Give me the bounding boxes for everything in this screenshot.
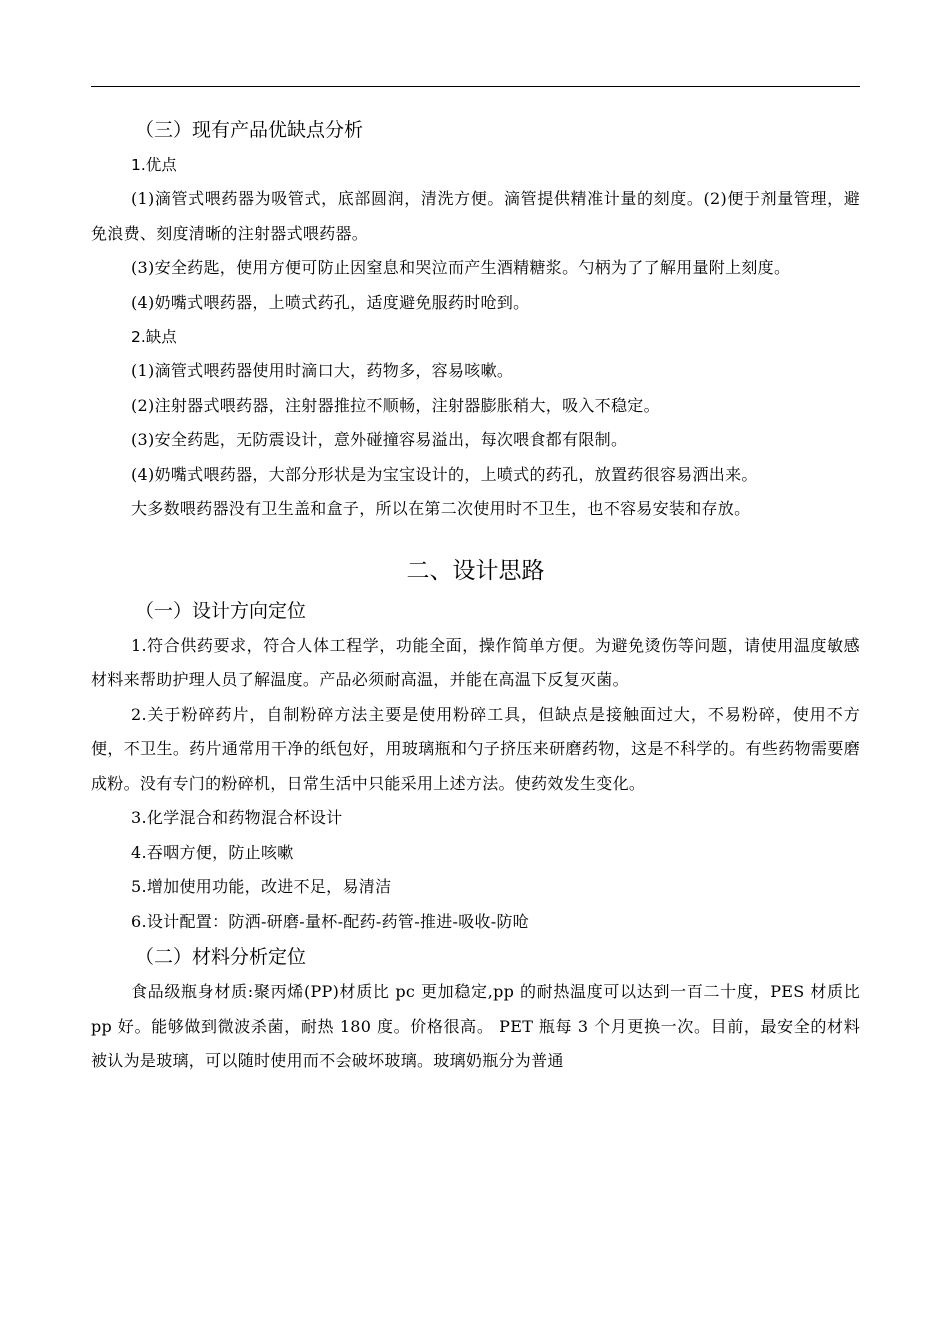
material-paragraph: 食品级瓶身材质:聚丙烯(PP)材质比 pc 更加稳定,pp 的耐热温度可以达到一百二十度，PES 材质比 pp 好。能够做到微波杀菌，耐热 180 度。价格很高。 PET 瓶每 3 个月更换一次。目前，最安全的材料被认为是玻璃，可以随时使用而不会破坏玻璃。玻璃奶瓶分为普通 bbox=[91, 982, 860, 1070]
design-item: 5.增加使用功能，改进不足，易清洁 bbox=[131, 877, 392, 896]
summary-paragraph: 大多数喂药器没有卫生盖和盒子，所以在第二次使用时不卫生，也不容易安装和存放。 bbox=[131, 499, 751, 518]
section-heading-pros-cons: （三）现有产品优缺点分析 bbox=[135, 119, 364, 141]
design-item: 4.吞咽方便，防止咳嗽 bbox=[131, 842, 294, 862]
header-rule bbox=[91, 86, 860, 87]
document-body bbox=[91, 112, 860, 1079]
section-heading-design-direction: （一）设计方向定位 bbox=[135, 599, 307, 622]
disadvantage-paragraph: (3)安全药匙，无防震设计，意外碰撞容易溢出，每次喂食都有限制。 bbox=[131, 430, 628, 449]
disadvantage-paragraph: (2)注射器式喂药器，注射器推拉不顺畅，注射器膨胀稍大，吸入不稳定。 bbox=[131, 395, 660, 415]
section-heading-material: （二）材料分析定位 bbox=[135, 946, 307, 968]
advantage-paragraph: (4)奶嘴式喂药器，上喷式药孔，适度避免服药时呛到。 bbox=[131, 292, 530, 312]
disadvantage-paragraph: (4)奶嘴式喂药器，大部分形状是为宝宝设计的，上喷式的药孔，放置药很容易洒出来。 bbox=[131, 464, 758, 484]
design-item: 1.符合供药要求，符合人体工程学，功能全面，操作简单方便。为避免烫伤等问题，请使用温度敏感材料来帮助护理人员了解温度。产品必须耐高温，并能在高温下反复灭菌。 bbox=[91, 635, 860, 689]
advantages-title: 1.优点 bbox=[131, 156, 177, 174]
design-item: 6.设计配置：防洒-研磨-量杯-配药-药管-推进-吸收-防呛 bbox=[131, 911, 530, 931]
disadvantages-title: 2.缺点 bbox=[131, 328, 177, 346]
disadvantage-paragraph: (1)滴管式喂药器使用时滴口大，药物多，容易咳嗽。 bbox=[131, 361, 514, 380]
design-item: 3.化学混合和药物混合杯设计 bbox=[131, 808, 343, 827]
advantage-paragraph: (3)安全药匙，使用方便可防止因窒息和哭泣而产生酒精糖浆。勺柄为了了解用量附上刻度。 bbox=[131, 258, 791, 277]
advantage-paragraph: (1)滴管式喂药器为吸管式，底部圆润，清洗方便。滴管提供精准计量的刻度。(2)便于剂量管理，避免浪费、刻度清晰的注射器式喂药器。 bbox=[91, 189, 860, 243]
design-item: 2.关于粉碎药片，自制粉碎方法主要是使用粉碎工具，但缺点是接触面过大，不易粉碎，使用不方便，不卫生。药片通常用干净的纸包好，用玻璃瓶和勺子挤压来研磨药物，这是不科学的。有些药物需要磨成粉。没有专门的粉碎机，日常生活中只能采用上述方法。使药效发生变化。 bbox=[91, 704, 860, 793]
chapter-title: 二、设计思路 bbox=[406, 557, 545, 584]
